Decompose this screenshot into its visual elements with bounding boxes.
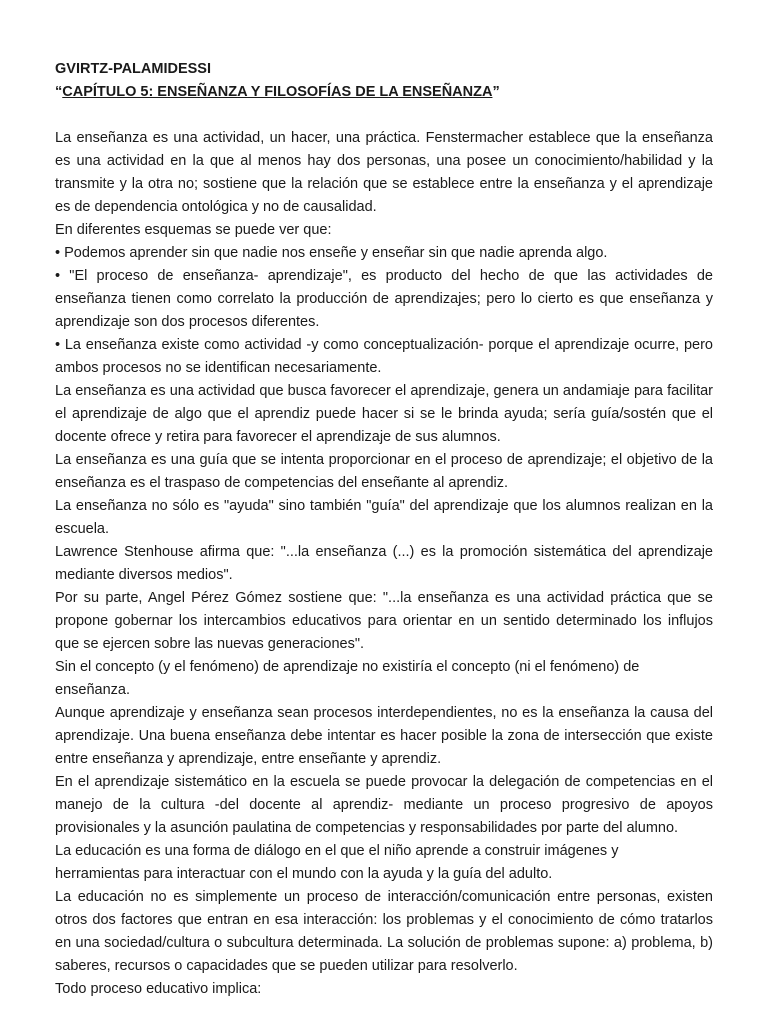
document-page — [55, 58, 713, 1001]
chapter-close-quote: ” — [492, 84, 500, 100]
paragraph: Todo proceso educativo implica: — [55, 981, 262, 997]
paragraph: La enseñanza es una actividad que busca favorecer el aprendizaje, genera un andamiaje para facilitar el aprendizaje de algo que el aprendiz puede hacer si se le brinda ayuda; sería guía/sostén que el docente ofrece y retira para favorecer el aprendizaje de sus alumnos. — [55, 383, 713, 445]
bullet-item: • Podemos aprender sin que nadie nos enseñe y enseñar sin que nadie aprenda algo. — [55, 245, 608, 261]
paragraph: Sin el concepto (y el fenómeno) de aprendizaje no existiría el concepto (ni el fenómeno) de enseñanza. — [55, 659, 640, 698]
paragraph: herramientas para interactuar con el mundo con la ayuda y la guía del adulto. — [55, 866, 553, 882]
chapter-title-text: CAPÍTULO 5: ENSEÑANZA Y FILOSOFÍAS DE LA ENSEÑANZA — [62, 84, 493, 100]
paragraph: La enseñanza es una guía que se intenta proporcionar en el proceso de aprendizaje; el objetivo de la enseñanza es el traspaso de competencias del enseñante al aprendiz. — [55, 452, 713, 491]
paragraph: En diferentes esquemas se puede ver que: — [55, 222, 332, 238]
paragraph: Aunque aprendizaje y enseñanza sean procesos interdependientes, no es la enseñanza la causa del aprendizaje. Una buena enseñanza debe intentar es hacer posible la zona de intersección que existe entre enseñanza y aprendizaje, entre enseñante y aprendiz. — [55, 705, 713, 767]
paragraph: La educación es una forma de diálogo en el que el niño aprende a construir imágenes y — [55, 843, 619, 859]
paragraph: La enseñanza no sólo es "ayuda" sino también "guía" del aprendizaje que los alumnos realizan en la escuela. — [55, 498, 713, 537]
chapter-title — [55, 81, 713, 104]
paragraph: La enseñanza es una actividad, un hacer, una práctica. Fenstermacher establece que la enseñanza es una actividad en la que al menos hay dos personas, una posee un conocimiento/habilidad y la transmite y la otra no; sostiene que la relación que se establece entre la enseñanza y el aprendizaje es de dependencia ontológica y no de causalidad. — [55, 130, 713, 215]
paragraph: La educación no es simplemente un proceso de interacción/comunicación entre personas, existen otros dos factores que entran en esa interacción: los problemas y el conocimiento de cómo tratarlos en una sociedad/cultura o subcultura determinada. La solución de problemas supone: a) problema, b) saberes, recursos o capacidades que se pueden utilizar para resolverlo. — [55, 889, 713, 974]
paragraph: Por su parte, Angel Pérez Gómez sostiene que: "...la enseñanza es una actividad práctica que se propone gobernar los intercambios educativos para orientar en un sentido determinado los influjos que se ejercen sobre las nuevas generaciones". — [55, 590, 713, 652]
bullet-item: • La enseñanza existe como actividad -y como conceptualización- porque el aprendizaje ocurre, pero ambos procesos no se identifican necesariamente. — [55, 337, 713, 376]
author-heading: GVIRTZ-PALAMIDESSI — [55, 61, 212, 77]
paragraph: Lawrence Stenhouse afirma que: "...la enseñanza (...) es la promoción sistemática del aprendizaje mediante diversos medios". — [55, 544, 713, 583]
chapter-open-quote: “ — [55, 84, 63, 100]
paragraph: En el aprendizaje sistemático en la escuela se puede provocar la delegación de competencias en el manejo de la cultura -del docente al aprendiz- mediante un proceso progresivo de apoyos provisionales y la asunción paulatina de competencias y responsabilidades por parte del alumno. — [55, 774, 713, 836]
bullet-item: • "El proceso de enseñanza- aprendizaje", es producto del hecho de que las actividades de enseñanza tienen como correlato la producción de aprendizajes; pero lo cierto es que enseñanza y aprendizaje son dos procesos diferentes. — [55, 268, 713, 330]
